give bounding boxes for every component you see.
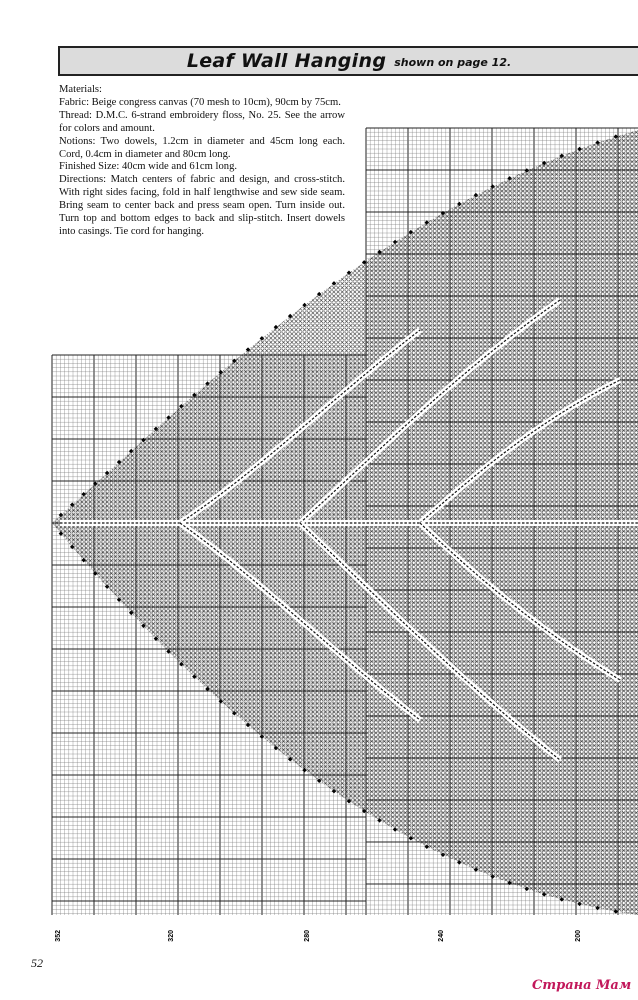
column-label: 320 — [168, 930, 175, 942]
chart-column-labels — [55, 930, 582, 942]
fabric-text: Fabric: Beige congress canvas (70 mesh to 10cm), 90cm by 75cm. — [59, 96, 341, 108]
column-label: 200 — [575, 930, 582, 942]
materials-heading: Materials: — [59, 84, 102, 95]
notions-text: Notions: Two dowels, 1.2cm in diameter and 45cm long each. Cord, 0.4cm in diameter and 80cm long. — [59, 135, 345, 160]
page-title: Leaf Wall Hanging — [186, 50, 387, 72]
column-label: 280 — [304, 930, 311, 942]
watermark: Страна Мам — [532, 978, 632, 993]
finished-size-text: Finished Size: 40cm wide and 61cm long. — [59, 161, 238, 173]
leaf-motif — [52, 128, 638, 918]
column-label: 240 — [438, 930, 445, 942]
page-number: 52 — [31, 956, 43, 970]
thread-text: Thread: D.M.C. 6-strand embroidery floss, No. 25. See the arrow for colors and amount. — [59, 109, 345, 134]
directions-text: Directions: Match centers of fabric and design, and cross-stitch. With right sides facing, fold in half lengthwise and sew side seam. Bring seam to center back and press seam open. Turn inside out. Turn top and bottom edges to back and slip-stitch. Insert dowels into casings. Tie cord for hanging. — [59, 174, 345, 237]
page-subtitle: shown on page 12. — [394, 56, 512, 69]
column-label: 352 — [55, 930, 62, 942]
